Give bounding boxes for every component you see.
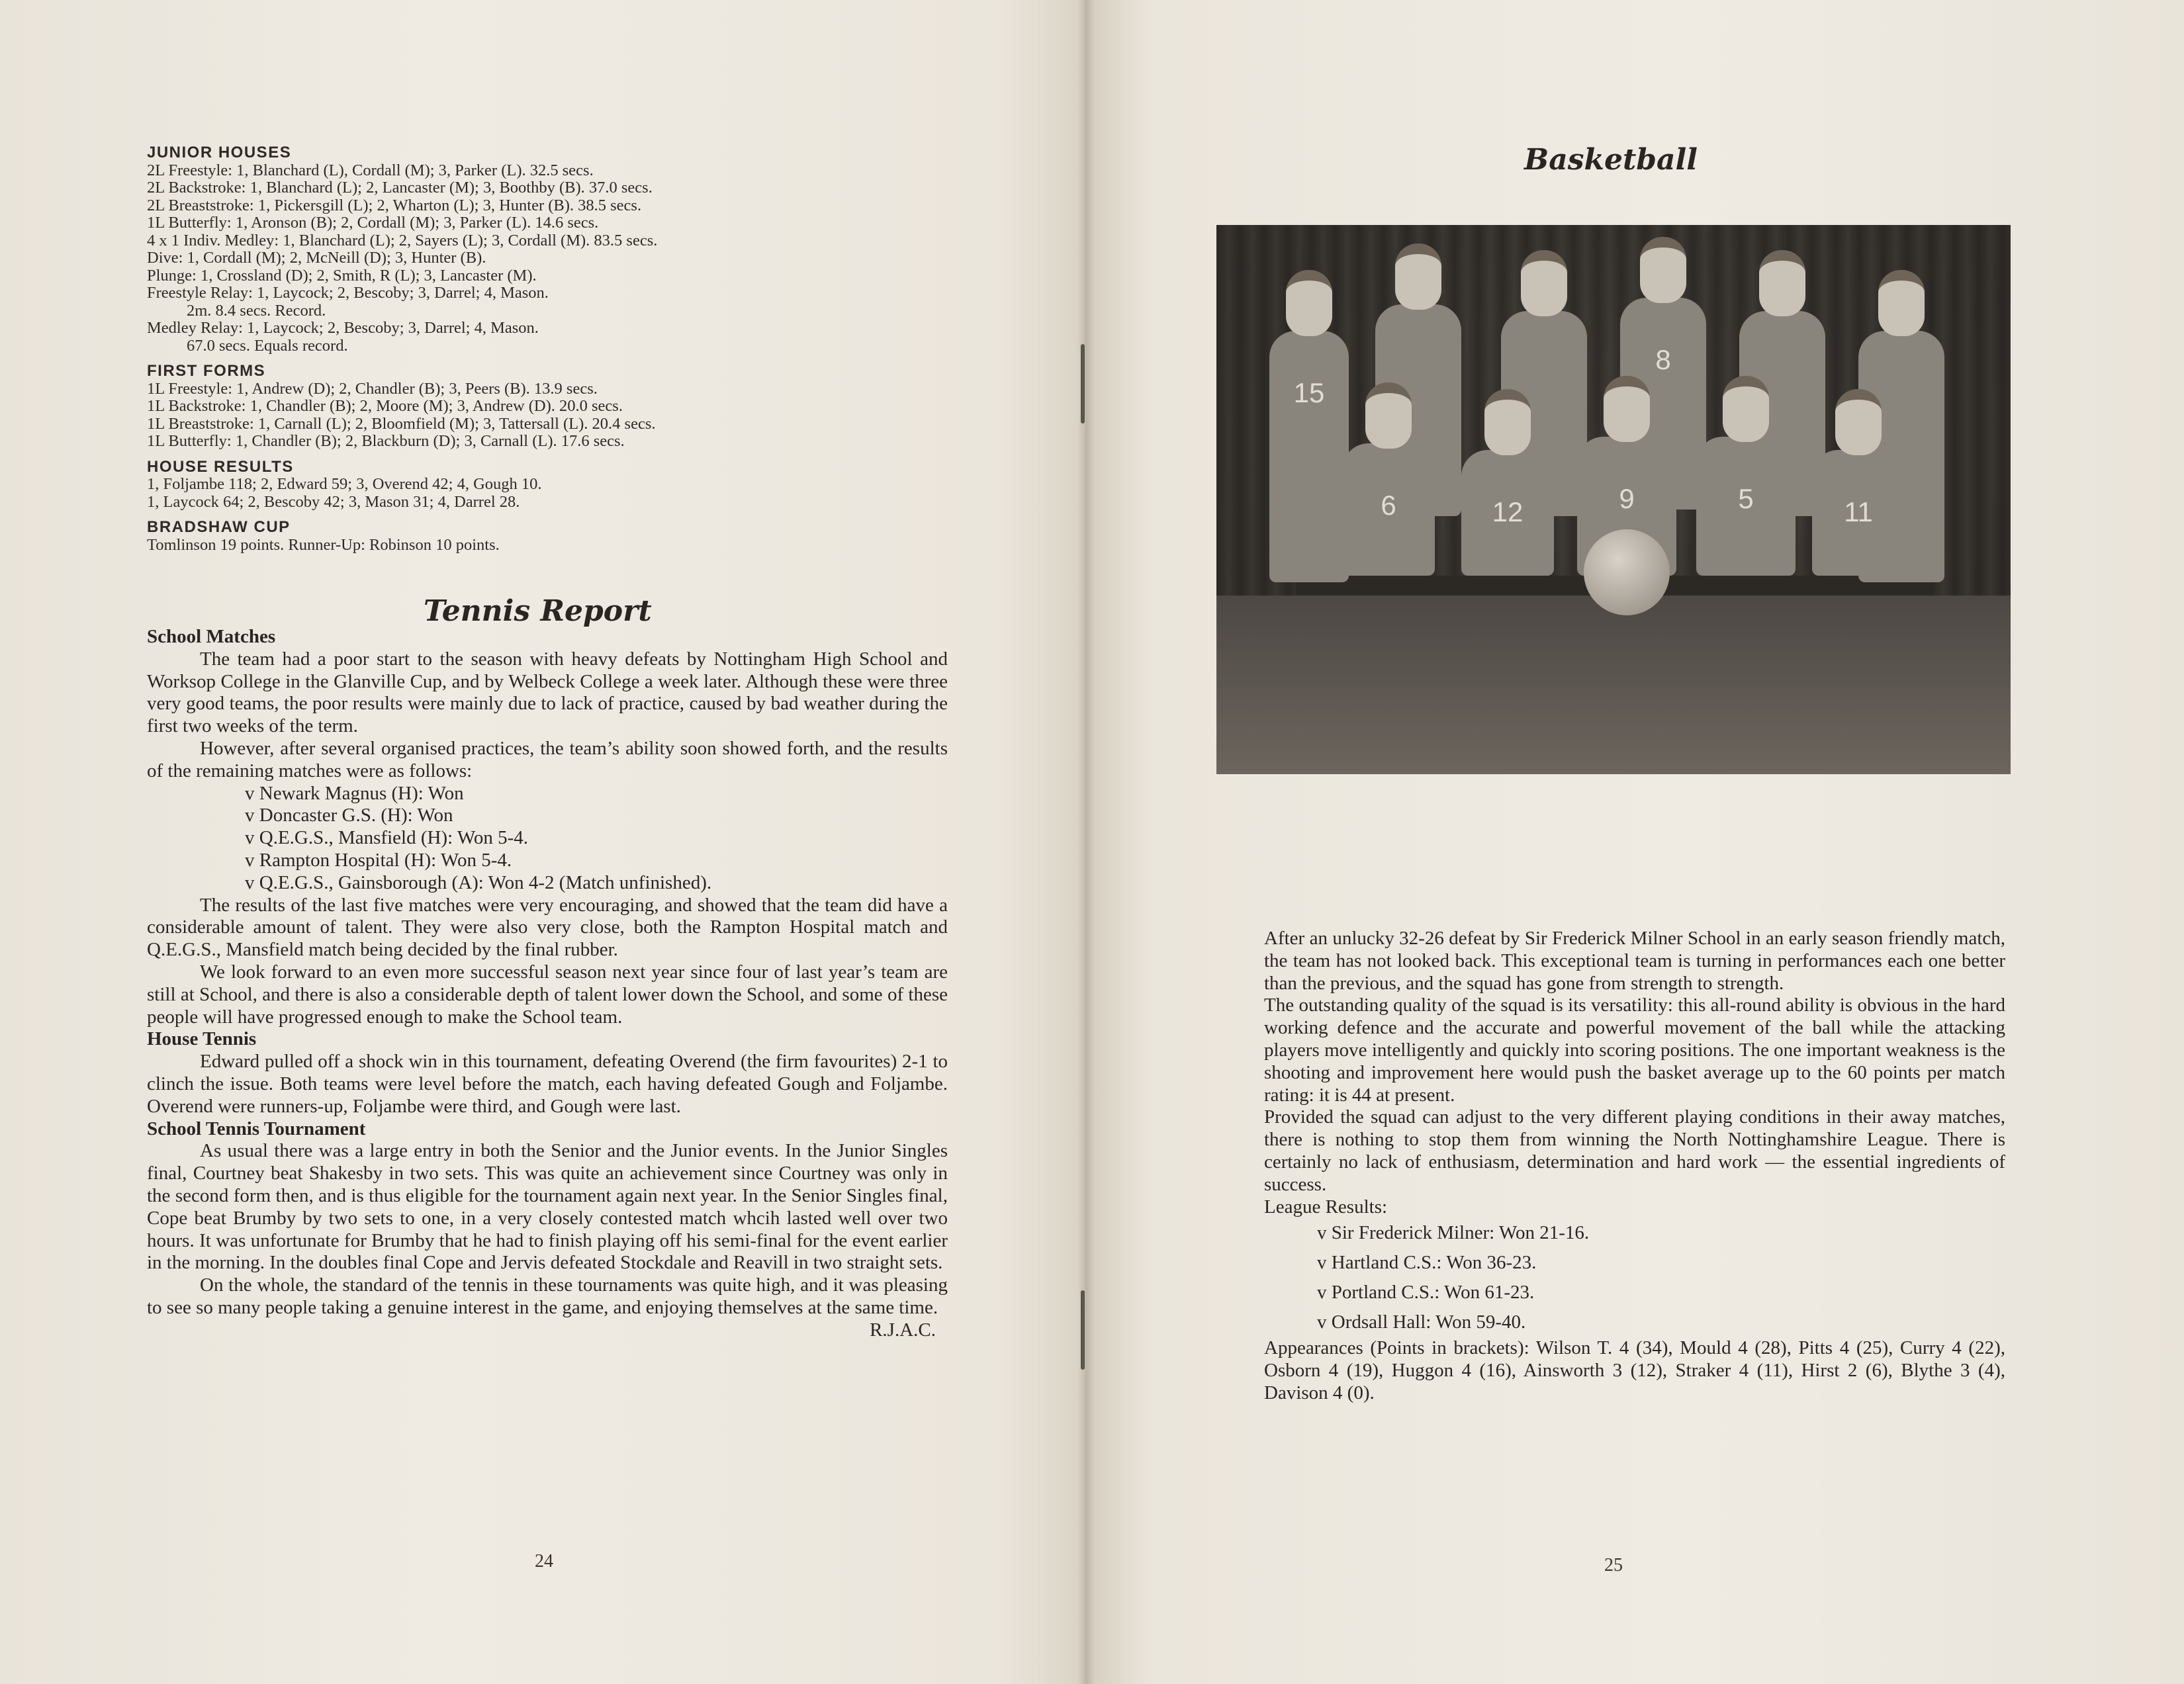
jersey-number: 9 [1619,483,1635,514]
photo-floor [1216,596,2011,774]
section-heading: FIRST FORMS [147,362,266,380]
jersey-number: 8 [1655,344,1671,375]
team-photo [1216,225,2011,774]
match-result: v Doncaster G.S. (H): Won [245,805,453,826]
basketball-report-body [1264,928,2005,1405]
result-line: Plunge: 1, Crossland (D); 2, Smith, R (L); 3, Lancaster (M). [147,266,537,285]
staple [1081,1290,1085,1370]
paragraph [1264,928,2005,995]
page-gutter [1077,0,1095,1684]
player-figure [1269,331,1349,582]
page-number: 25 [1604,1555,1623,1575]
house-results-section [147,459,961,511]
page-number: 24 [535,1551,553,1572]
subheading: House Tennis [147,1028,257,1050]
paragraph: We look forward to an even more successful season next year since four of last year’s team are still at School, and there is also a considerable depth of talent lower down the School, and some of these people will have progressed enough to make the School team. [147,961,948,1028]
junior-houses-section [147,144,961,355]
left-page [0,0,1085,1684]
paragraph [1264,1106,2005,1196]
result-line: 1L Butterfly: 1, Chandler (B); 2, Blackburn (D); 3, Carnall (L). 17.6 secs. [147,432,625,450]
staple [1081,344,1085,423]
paragraph-text: After an unlucky 32-26 defeat by Sir Frederick Milner School in an early season friendly match, the team has not looked back. This exceptional team is turning in performances each one better than the previous, and the squad has gone from strength to strength. [1264,928,2005,994]
result-line: 1, Laycock 64; 2, Bescoby 42; 3, Mason 31; 4, Darrel 28. [147,492,520,511]
basketball-ball [1584,529,1670,615]
match-result: v Q.E.G.S., Mansfield (H): Won 5-4. [245,827,529,849]
paragraph-text: The outstanding quality of the squad is its versatility: this all-round ability is obvious in the hard working defence and the accurate and powerful movement of the ball while the attacking players move intelligently and quickly into scoring positions. The one important weakness is the shooting and improvement here would push the basket average up to the 60 points per match rating: it is 44 at present. [1264,995,2005,1106]
player-figure [1812,450,1905,576]
tennis-report-title: Tennis Report [424,594,652,628]
first-forms-section [147,363,961,451]
result-line: 2L Breaststroke: 1, Pickersgill (L); 2, Wharton (L); 3, Hunter (B). 38.5 secs. [147,196,642,214]
league-result: v Ordsall Hall: Won 59-40. [1317,1311,1526,1333]
league-result: v Hartland C.S.: Won 36-23. [1317,1252,1537,1274]
result-line: 67.0 secs. Equals record. [187,336,348,355]
jersey-number: 12 [1492,496,1524,527]
result-line: 1L Breaststroke: 1, Carnall (L); 2, Bloomfield (M); 3, Tattersall (L). 20.4 secs. [147,414,656,433]
section-heading: HOUSE RESULTS [147,457,294,476]
match-result: v Q.E.G.S., Gainsborough (A): Won 4-2 (Match unfinished). [245,871,712,893]
jersey-number: 15 [1293,377,1325,408]
paragraph: The results of the last five matches were very encouraging, and showed that the team did have a considerable amount of talent. They were also very close, both the Rampton Hospital match and Q.E.G.S., Mansfield match being decided by the final rubber. [147,894,948,961]
result-line: 1L Freestyle: 1, Andrew (D); 2, Chandler (B); 3, Peers (B). 13.9 secs. [147,379,598,398]
result-line: 4 x 1 Indiv. Medley: 1, Blanchard (L); 2, Sayers (L); 3, Cordall (M). 83.5 secs. [147,231,658,249]
result-line: Dive: 1, Cordall (M); 2, McNeill (D); 3, Hunter (B). [147,249,486,267]
basketball-title: Basketball [1524,143,1698,177]
subheading: School Matches [147,626,276,647]
paragraph: As usual there was a large entry in both the Senior and the Junior events. In the Junior Singles final, Courtney beat Shakesby in two sets. This was quite an achievement since Courtney was only in the second form then, and is thus eligible for the tournament again next year. In the Senior Singles final, Cope beat Brumby by two sets to one, in a very closely contested match whcih lasted well over two hours. It was unfortunate for Brumby that he had to finish playing off his semi-final for the event earlier in the morning. In the doubles final Cope and Jervis defeated Stockdale and Reavill in two straight sets. [147,1140,948,1274]
result-line: Tomlinson 19 points. Runner-Up: Robinson 10 points. [147,535,500,554]
result-line: 1L Backstroke: 1, Chandler (B); 2, Moore (M); 3, Andrew (D). 20.0 secs. [147,397,623,415]
league-results-heading: League Results: [1264,1196,1388,1218]
result-line: 1, Foljambe 118; 2, Edward 59; 3, Overend 42; 4, Gough 10. [147,475,542,493]
jersey-number: 6 [1381,490,1396,521]
result-line: 1L Butterfly: 1, Aronson (B); 2, Cordall (M); 3, Parker (L). 14.6 secs. [147,214,599,232]
bradshaw-cup-section [147,519,961,554]
result-line: 2L Freestyle: 1, Blanchard (L), Cordall (M); 3, Parker (L). 32.5 secs. [147,161,594,179]
paragraph [1264,995,2005,1106]
swimming-results [147,144,961,562]
player-figure [1696,437,1796,576]
league-result: v Portland C.S.: Won 61-23. [1317,1282,1535,1304]
tennis-report-body [147,626,948,1342]
result-line: Medley Relay: 1, Laycock; 2, Bescoby; 3, Darrel; 4, Mason. [147,319,539,337]
author-signature: R.J.A.C. [870,1319,936,1341]
jersey-number: 11 [1844,496,1873,527]
match-result: v Newark Magnus (H): Won [245,782,464,804]
appearances: Appearances (Points in brackets): Wilson T. 4 (34), Mould 4 (28), Pitts 4 (25), Curry 4 (22), Osborn 4 (19), Huggon 4 (16), Ainsworth 3 (12), Straker 4 (11), Hirst 2 (6), Blythe 3 (4), Davison 4 (0). [1264,1337,2005,1403]
subheading: School Tennis Tournament [147,1118,366,1139]
paragraph: However, after several organised practices, the team’s ability soon showed forth, and the results of the remaining matches were as follows: [147,737,948,781]
section-heading: BRADSHAW CUP [147,518,291,536]
paragraph: On the whole, the standard of the tennis in these tournaments was quite high, and it was pleasing to see so many people taking a genuine interest in the game, and enjoying themselves at the same time. [147,1274,948,1318]
result-line: 2m. 8.4 secs. Record. [187,301,326,320]
jersey-number: 5 [1738,483,1754,514]
paragraph: Edward pulled off a shock win in this tournament, defeating Overend (the firm favourites) 2-1 to clinch the issue. Both teams were level before the match, each having defeated Gough and Foljambe. Overend were runners-up, Foljambe were third, and Gough were last. [147,1051,948,1117]
section-heading: JUNIOR HOUSES [147,144,292,161]
league-result: v Sir Frederick Milner: Won 21-16. [1317,1222,1590,1244]
match-result: v Rampton Hospital (H): Won 5-4. [245,849,512,871]
player-figure [1461,450,1554,576]
result-line: 2L Backstroke: 1, Blanchard (L); 2, Lancaster (M); 3, Boothby (B). 37.0 secs. [147,179,653,197]
paragraph: The team had a poor start to the season with heavy defeats by Nottingham High School and Worksop College in the Glanville Cup, and by Welbeck College a week later. Although these were three very good teams, the poor results were mainly due to lack of practice, caused by bad weather during the first two weeks of the term. [147,648,948,737]
result-line: Freestyle Relay: 1, Laycock; 2, Bescoby; 3, Darrel; 4, Mason. [147,284,549,302]
paragraph-text: Provided the squad can adjust to the very different playing conditions in their away matches, there is nothing to stop them from winning the North Nottinghamshire League. There is certainly no lack of enthusiasm, determination and hard work — the essential ingredients of success. [1264,1106,2005,1195]
player-figure [1342,443,1435,576]
